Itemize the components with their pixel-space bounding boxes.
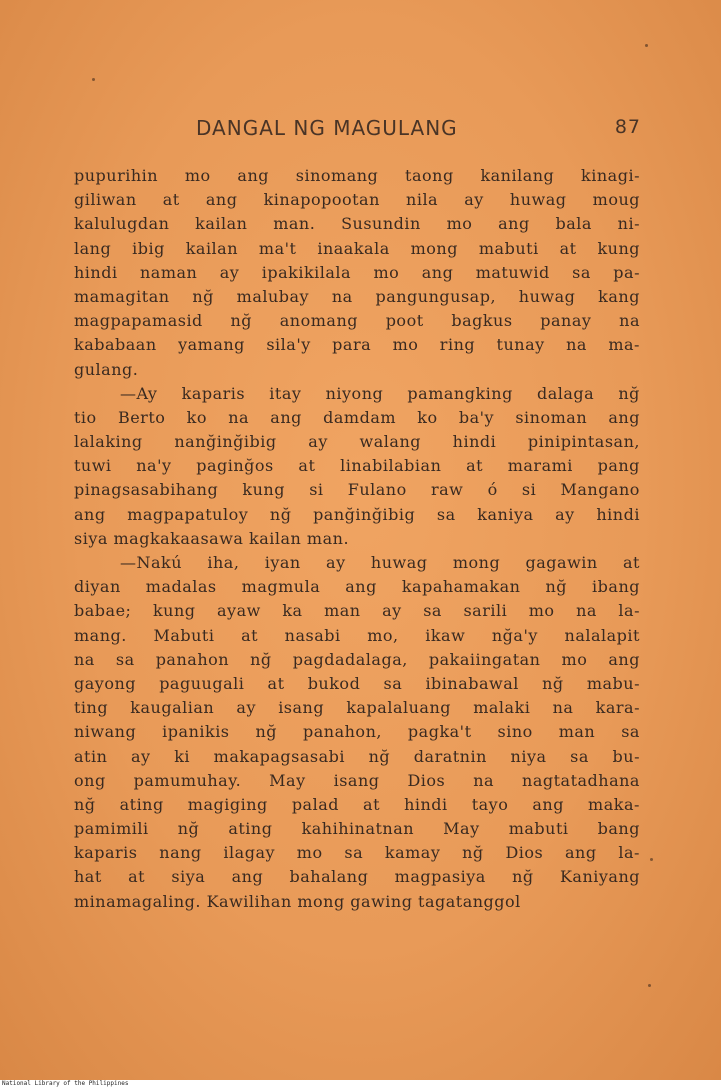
text-line: kaparis nang ilagay mo sa kamay nğ Dios ang la-: [74, 843, 640, 863]
body-text: [74, 164, 640, 914]
running-title: DANGAL NG MAGULANG: [196, 116, 458, 140]
text-line: magpapamasid nğ anomang poot bagkus panay na: [74, 311, 640, 331]
page-header: [196, 116, 641, 146]
text-line: niwang ipanikis nğ panahon, pagka't sino man sa: [74, 722, 640, 742]
text-line: diyan madalas magmula ang kapahamakan nğ ibang: [74, 577, 640, 597]
text-line: kababaan yamang sila'y para mo ring tunay na ma-: [74, 335, 640, 355]
text-line: mamagitan nğ malubay na pangungusap, huwag kang: [74, 286, 640, 306]
text-line: mang. Mabuti at nasabi mo, ikaw nğa'y nalalapit: [74, 625, 640, 645]
ink-speck: [645, 44, 648, 47]
text-line: pupurihin mo ang sinomang taong kanilang kinagi-: [74, 166, 640, 185]
text-line: atin ay ki makapagsasabi nğ daratnin niya sa bu-: [74, 746, 640, 766]
paragraph-list: [74, 164, 640, 914]
text-line: pinagsasabihang kung si Fulano raw ó si Mangano: [74, 480, 640, 500]
text-line: kalulugdan kailan man. Susundin mo ang bala ni-: [74, 214, 640, 234]
text-line: nğ ating magiging palad at hindi tayo ang maka-: [74, 794, 640, 814]
text-line: gayong paguugali at bukod sa ibinabawal nğ mabu-: [74, 673, 640, 693]
ink-speck: [648, 984, 651, 987]
text-line: siya magkakaasawa kailan man.: [74, 528, 350, 548]
text-line: lalaking nanğinğibig ay walang hindi pinipintasan,: [74, 432, 640, 452]
text-line: ang magpapatuloy nğ panğinğibig sa kaniya ay hindi: [74, 504, 640, 524]
text-line: minamagaling. Kawilihan mong gawing tagatanggol: [74, 891, 521, 911]
library-credit: National Library of the Philippines: [0, 1080, 721, 1088]
text-line: tio Berto ko na ang damdam ko ba'y sinoman ang: [74, 407, 640, 427]
text-line: hat at siya ang bahalang magpasiya nğ Kaniyang: [74, 867, 640, 887]
text-line: lang ibig kailan ma't inaakala mong mabuti at kung: [74, 238, 640, 258]
text-line: —Nakú iha, iyan ay huwag mong gagawin at: [120, 553, 640, 572]
text-line: —Ay kaparis itay niyong pamangking dalaga nğ: [120, 383, 640, 403]
page-number: 87: [614, 116, 641, 138]
text-line: na sa panahon nğ pagdadalaga, pakaiingatan mo ang: [74, 649, 640, 669]
text-line: ting kaugalian ay isang kapalaluang malaki na kara-: [74, 698, 640, 718]
ink-speck: [650, 858, 653, 861]
text-line: giliwan at ang kinapopootan nila ay huwag moug: [74, 190, 640, 210]
text-line: gulang.: [74, 359, 139, 379]
text-line: ong pamumuhay. May isang Dios na nagtatadhana: [74, 770, 640, 790]
text-line: tuwi na'y paginğos at linabilabian at marami pang: [74, 456, 640, 476]
ink-speck: [92, 78, 95, 81]
text-line: pamimili nğ ating kahihinatnan May mabuti bang: [74, 819, 640, 839]
text-line: hindi naman ay ipakikilala mo ang matuwid sa pa-: [74, 262, 640, 282]
text-line: babae; kung ayaw ka man ay sa sarili mo na la-: [74, 601, 640, 621]
